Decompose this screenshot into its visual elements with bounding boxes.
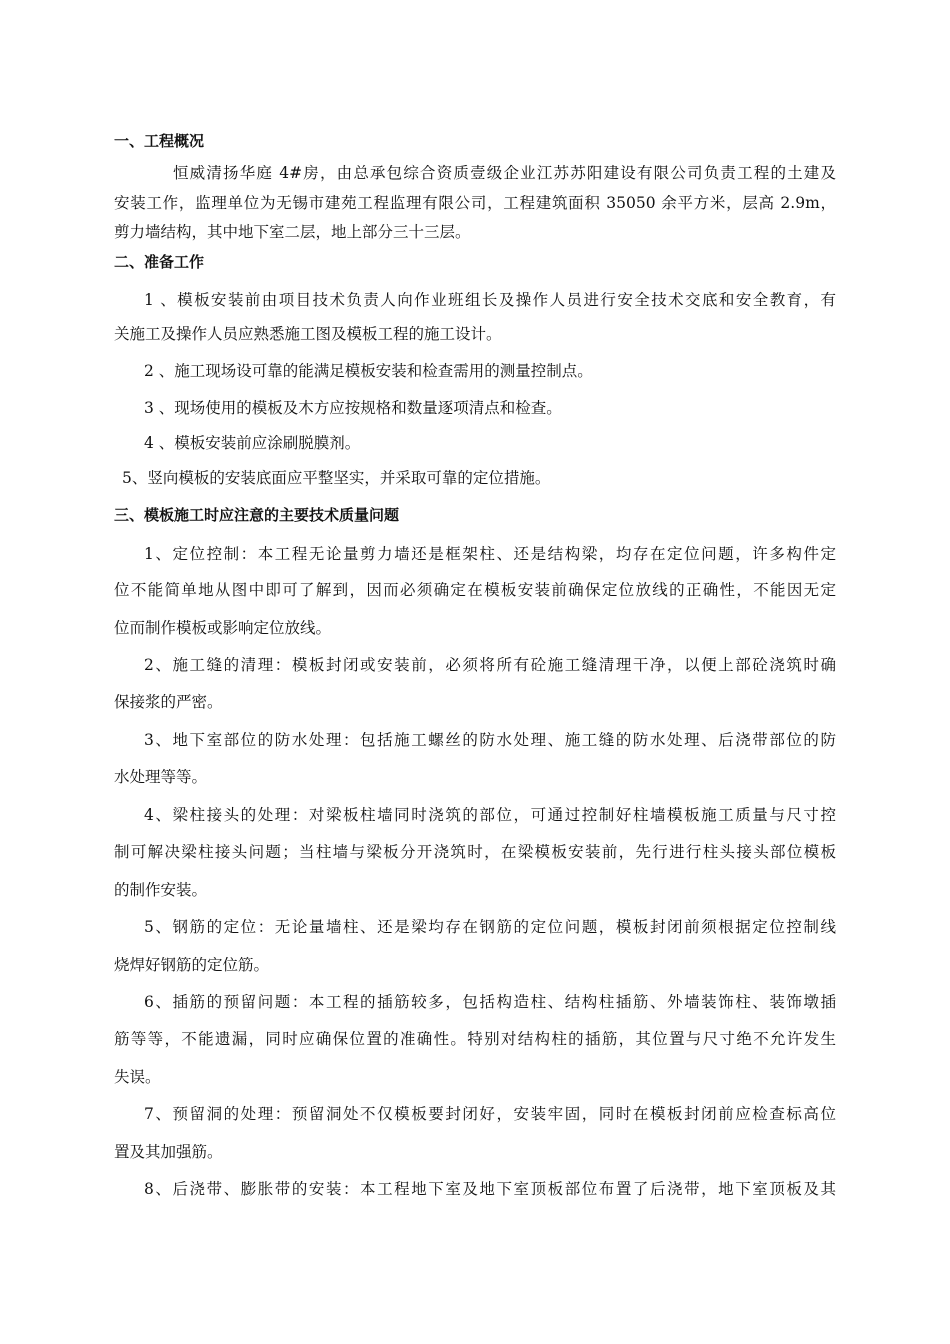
list-item-line: 2 、施工现场设可靠的能满足模板安装和检查需用的测量控制点。: [144, 362, 593, 380]
list-item-line: 的制作安装。: [114, 881, 208, 899]
list-item-line: 7、预留洞的处理：预留洞处不仅模板要封闭好，安装牢固，同时在模板封闭前应检查标高位: [144, 1105, 836, 1123]
list-item-line: 位而制作模板或影响定位放线。: [114, 619, 332, 637]
list-item-line: 3、地下室部位的防水处理：包括施工螺丝的防水处理、施工缝的防水处理、后浇带部位的防: [144, 731, 836, 749]
list-item-line: 1、定位控制：本工程无论量剪力墙还是框架柱、还是结构梁，均存在定位问题，许多构件定: [144, 545, 836, 563]
paragraph-line: 恒威清扬华庭 4#房，由总承包综合资质壹级企业江苏苏阳建设有限公司负责工程的土建及: [173, 164, 836, 182]
list-item-line: 位不能简单地从图中即可了解到，因而必须确定在模板安装前确保定位放线的正确性，不能因无定: [114, 581, 836, 599]
list-item-line: 3 、现场使用的模板及木方应按规格和数量逐项清点和检查。: [144, 399, 562, 417]
section-heading-preparation: 二、准备工作: [114, 253, 205, 271]
list-item-line: 6、插筋的预留问题：本工程的插筋较多，包括构造柱、结构柱插筋、外墙装饰柱、装饰墩插: [144, 993, 836, 1011]
list-item-line: 5、竖向模板的安装底面应平整坚实，并采取可靠的定位措施。: [122, 469, 551, 487]
list-item-line: 烧焊好钢筋的定位筋。: [114, 956, 270, 974]
paragraph-line: 安装工作，监理单位为无锡市建苑工程监理有限公司，工程建筑面积 35050 余平方米，层高 2.9m，: [114, 194, 836, 212]
list-item-line: 8、后浇带、膨胀带的安装：本工程地下室及地下室顶板部位布置了后浇带，地下室顶板及其: [144, 1180, 836, 1198]
list-item-line: 筋等等，不能遗漏，同时应确保位置的准确性。特别对结构柱的插筋，其位置与尺寸绝不允许发生: [114, 1030, 836, 1048]
list-item-line: 失误。: [114, 1068, 161, 1086]
paragraph-line: 剪力墙结构，其中地下室二层，地上部分三十三层。: [114, 223, 471, 241]
section-heading-technical-issues: 三、模板施工时应注意的主要技术质量问题: [114, 506, 400, 524]
list-item-line: 1 、模板安装前由项目技术负责人向作业班组长及操作人员进行安全技术交底和安全教育，有: [144, 291, 836, 309]
list-item-line: 置及其加强筋。: [114, 1143, 223, 1161]
list-item-line: 4 、模板安装前应涂刷脱膜剂。: [144, 434, 361, 452]
list-item-line: 4、梁柱接头的处理：对梁板柱墙同时浇筑的部位，可通过控制好柱墙模板施工质量与尺寸控: [144, 806, 836, 824]
section-heading-overview: 一、工程概况: [114, 132, 205, 150]
list-item-line: 关施工及操作人员应熟悉施工图及模板工程的施工设计。: [114, 325, 502, 343]
list-item-line: 2、施工缝的清理：模板封闭或安装前，必须将所有砼施工缝清理干净，以便上部砼浇筑时确: [144, 656, 836, 674]
list-item-line: 水处理等等。: [114, 768, 208, 786]
list-item-line: 保接浆的严密。: [114, 693, 223, 711]
list-item-line: 5、钢筋的定位：无论量墙柱、还是梁均存在钢筋的定位问题，模板封闭前须根据定位控制线: [144, 918, 836, 936]
list-item-line: 制可解决梁柱接头问题；当柱墙与梁板分开浇筑时，在梁模板安装前，先行进行柱头接头部位模板: [114, 843, 836, 861]
